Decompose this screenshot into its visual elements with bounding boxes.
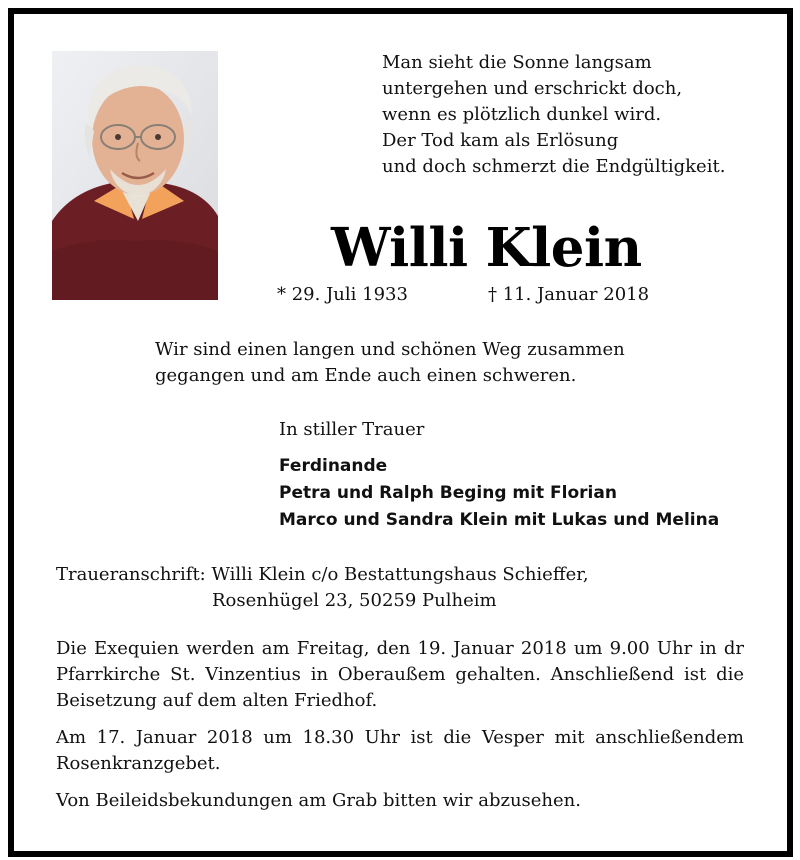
deceased-name: Willi Klein [331,217,642,279]
death-date: † 11. Januar 2018 [488,284,650,305]
mourning-intro: In stiller Trauer [279,419,425,440]
birth-date: * 29. Juli 1933 [277,284,408,305]
condolence-note-paragraph: Von Beileidsbekundungen am Grab bitten wir abzusehen. [56,790,581,811]
funeral-info-paragraph: Die Exequien werden am Freitag, den 19. Januar 2018 um 9.00 Uhr in dr Pfarrkirche St. Vinzentius in Oberaußem gehalten. Anschließend ist die Beisetzung auf dem alten Friedhof. [56,638,744,711]
address-line: Rosenhügel 23, 50259 Pulheim [212,590,497,611]
poem-line: und doch schmerzt die Endgültigkeit. [382,156,726,177]
memorial-quote [155,337,625,389]
portrait-photo [52,51,218,300]
vesper-info-paragraph: Am 17. Januar 2018 um 18.30 Uhr ist die Vesper mit anschließendem Rosenkranzgebet. [56,727,744,774]
family-member: Ferdinande [279,456,388,476]
address-line: Traueranschrift: Willi Klein c/o Bestattungshaus Schieffer, [56,564,589,585]
quote-line: gegangen und am Ende auch einen schweren. [155,365,577,386]
poem-line: untergehen und erschrickt doch, [382,78,683,99]
poem-line: Man sieht die Sonne langsam [382,52,652,73]
family-member: Petra und Ralph Beging mit Florian [279,483,617,503]
family-member: Marco und Sandra Klein mit Lukas und Melina [279,510,720,530]
poem-line: Der Tod kam als Erlösung [382,130,619,151]
poem-line: wenn es plötzlich dunkel wird. [382,104,662,125]
family-list [279,453,719,534]
mourning-address [56,562,589,614]
quote-line: Wir sind einen langen und schönen Weg zusammen [155,339,625,360]
poem [382,50,725,180]
